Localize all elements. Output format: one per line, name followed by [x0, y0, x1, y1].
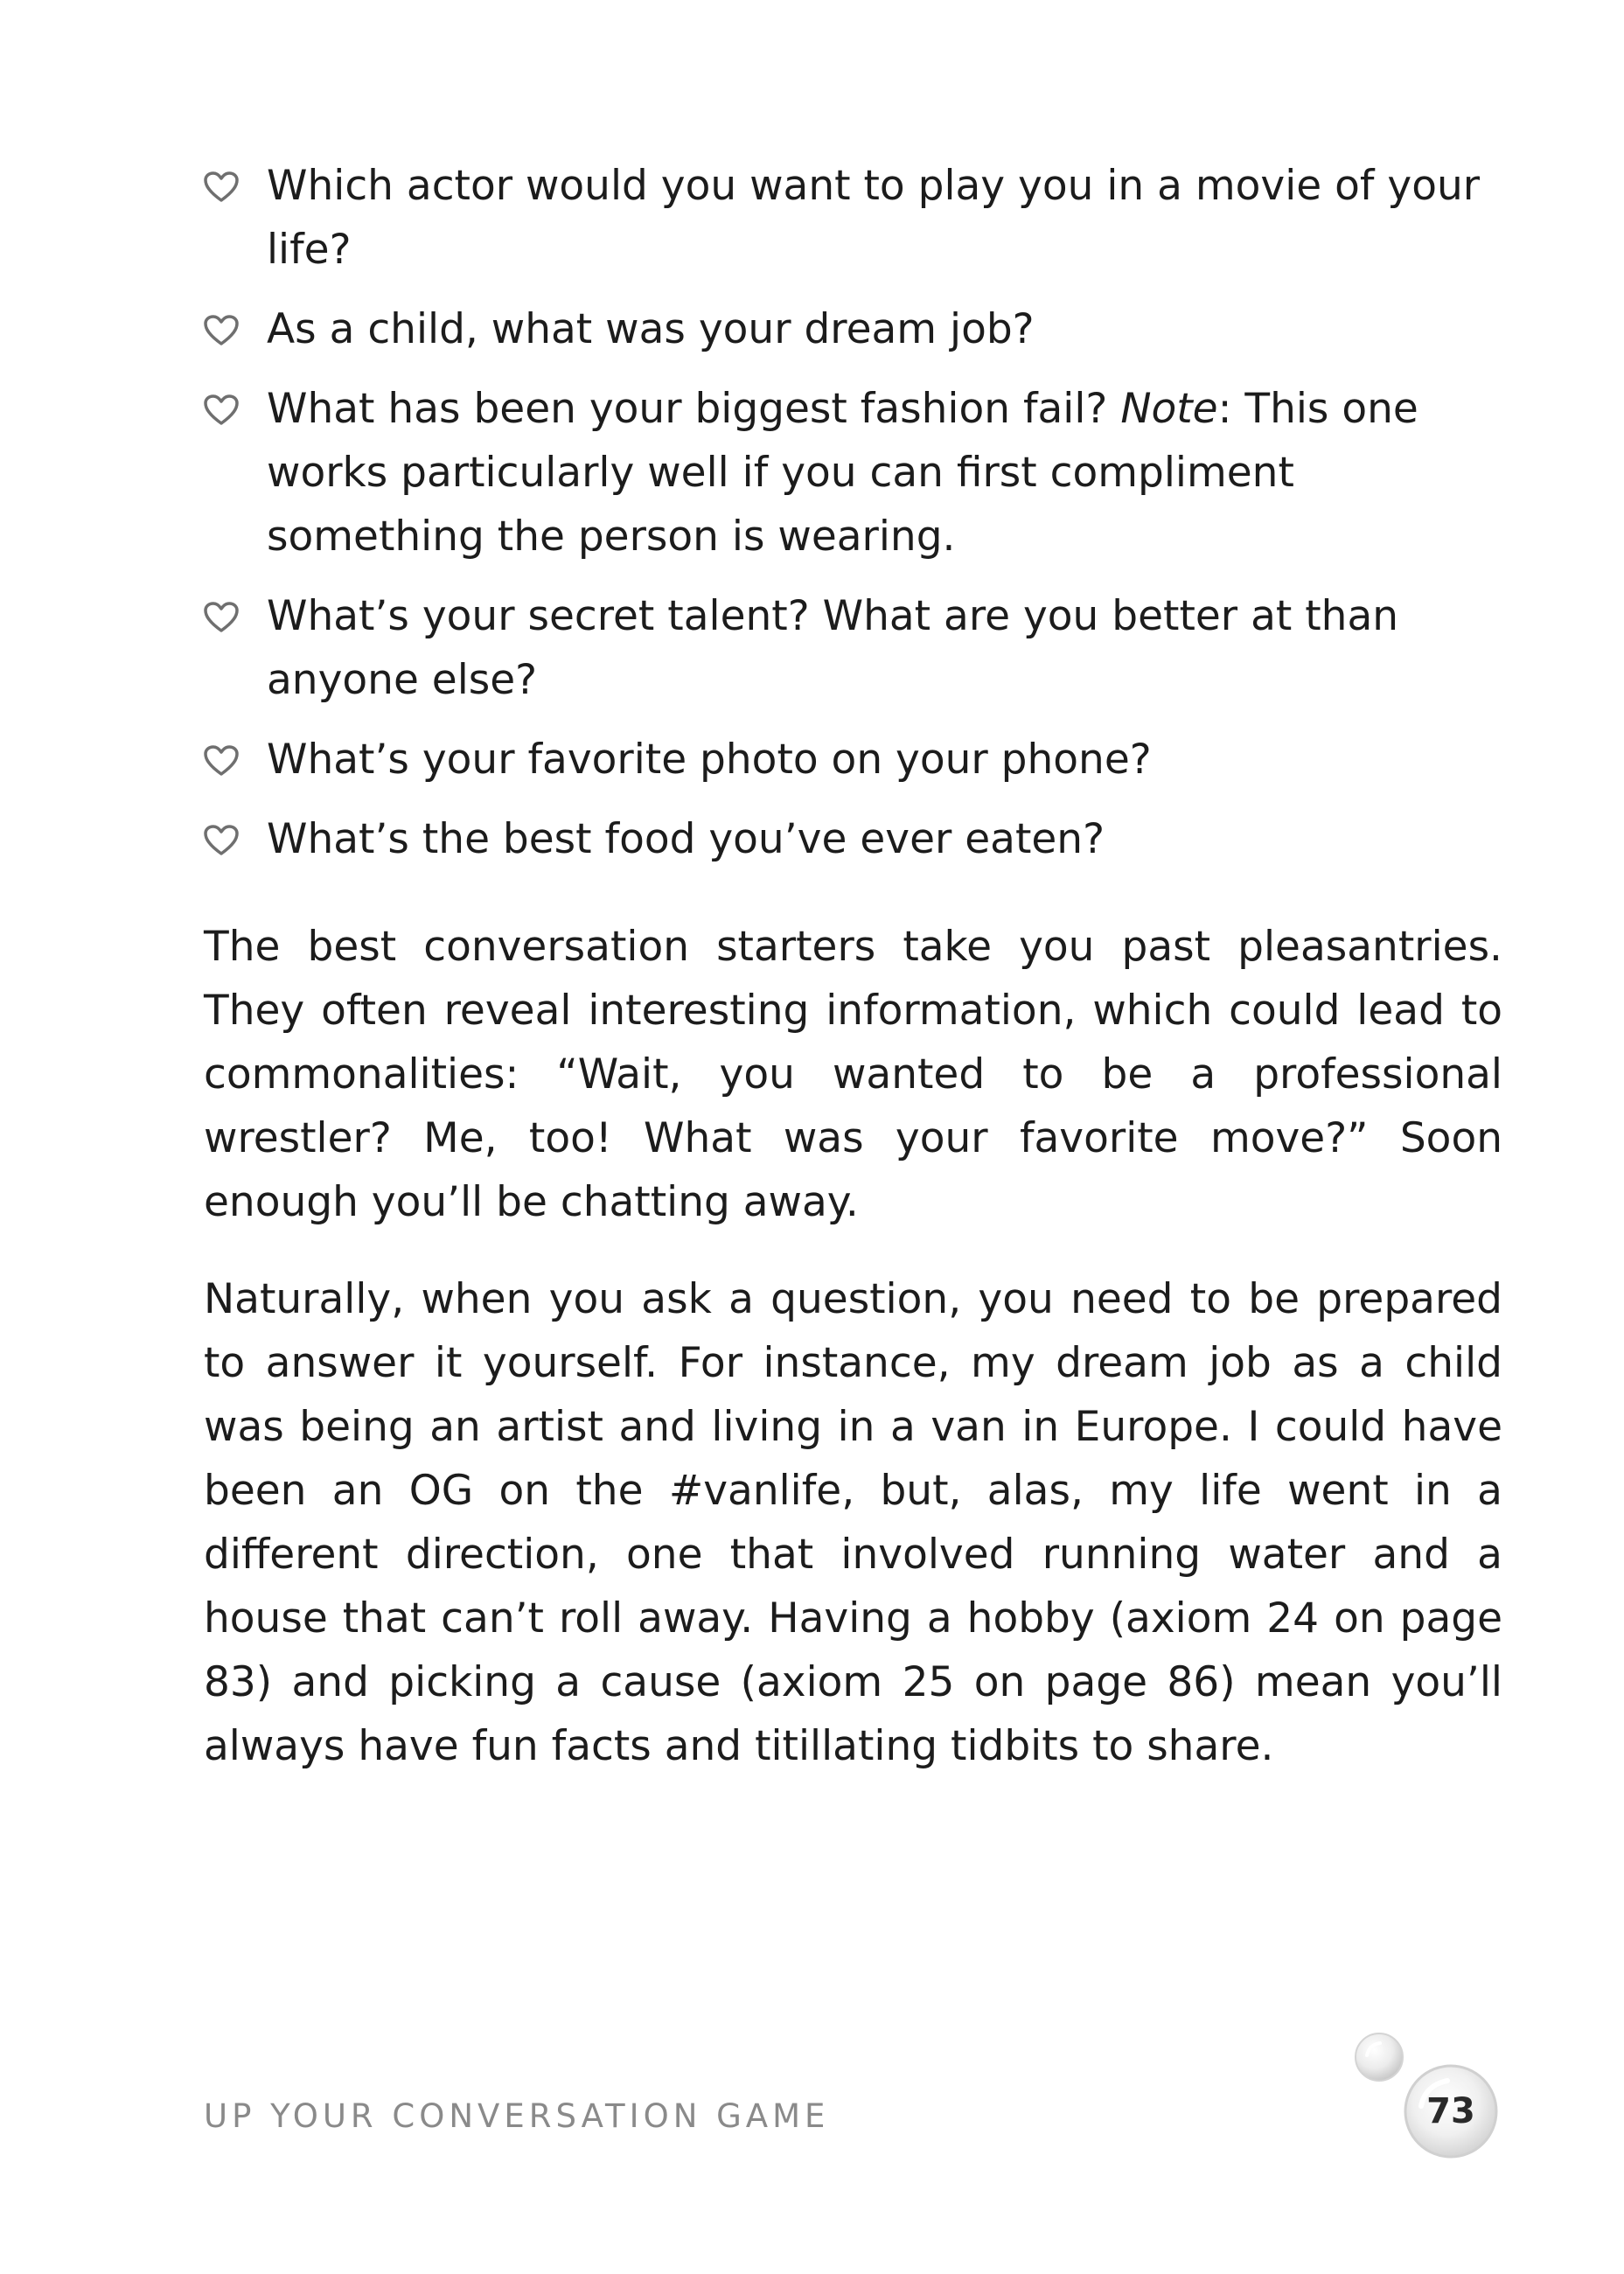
list-item-text: What has been your biggest fashion fail? [267, 385, 1121, 433]
note-label: Note [1120, 385, 1218, 433]
heart-outline-icon [204, 745, 239, 777]
body-paragraph: Naturally, when you ask a question, you need to be prepared to answer it yourself. For instance, my dream job as a child was being an artist and living in a van in Europe. I could have been an OG on the #vanlife, but, alas, my life went in a different direction, one that involved running water and a house that can’t roll away. Having a hobby (axiom 24 on page 83) and picking a cause (axiom 25 on page 86) mean you’ll always have fun facts and titillating tidbits to share. [204, 1275, 1502, 1770]
list-item [204, 297, 1502, 361]
list-item-text: What’s your secret talent? What are you better at than anyone else? [267, 592, 1399, 704]
list-item [204, 807, 1502, 871]
list-item [204, 377, 1502, 568]
heart-outline-icon [204, 394, 239, 426]
list-item-text: What’s your favorite photo on your phone? [267, 736, 1152, 784]
page-content [204, 154, 1502, 1778]
heart-outline-icon [204, 825, 239, 856]
list-item [204, 154, 1502, 282]
running-footer-title: UP YOUR CONVERSATION GAME [204, 2097, 830, 2135]
heart-outline-icon [204, 315, 239, 346]
list-item-text-cont: : This one works particularly well if you can first compliment something the person is wearing. [267, 385, 1418, 561]
question-list [204, 154, 1502, 871]
list-item-text: As a child, what was your dream job? [267, 305, 1035, 353]
heart-outline-icon [204, 171, 239, 203]
small-bubble-icon [1353, 2031, 1405, 2083]
list-item-text: What’s the best food you’ve ever eaten? [267, 815, 1105, 863]
list-item-text: Which actor would you want to play you in a movie of your life? [267, 162, 1481, 274]
list-item [204, 728, 1502, 792]
page-number: 73 [1426, 2091, 1475, 2131]
heart-outline-icon [204, 602, 239, 633]
list-item [204, 584, 1502, 712]
body-paragraph: The best conversation starters take you past pleasantries. They often reveal interesting information, which could lead to commonalities: “Wait, you wanted to be a professional wrestler? Me, too! What was your favorite move?” Soon enough you’ll be chatting away. [204, 923, 1502, 1226]
